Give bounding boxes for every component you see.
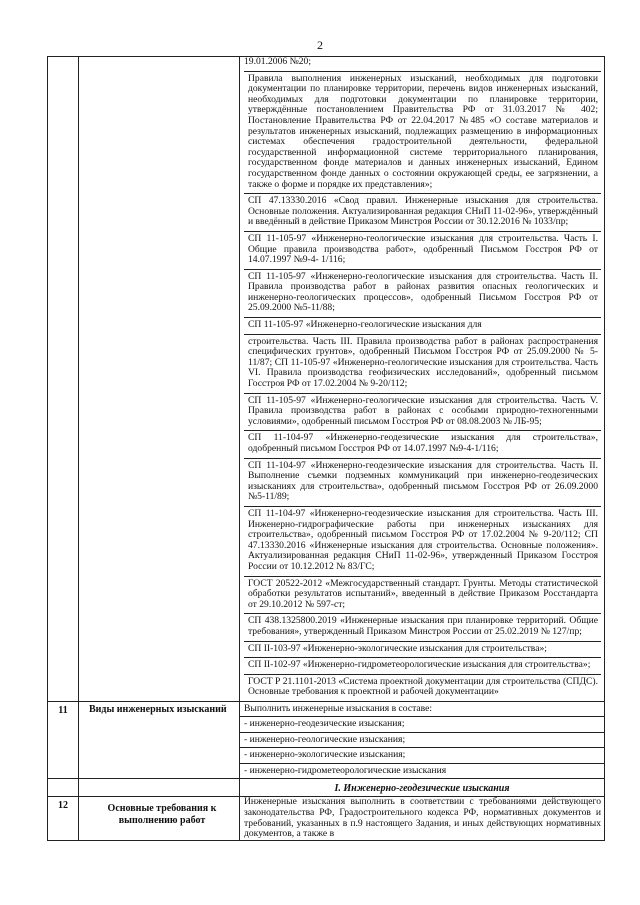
regulation-item: СП 11-104-97 «Инженерно-геодезические изыскания для строительства», одобренный письмом Госстроя РФ от 14.07.1997 №9-4-1/116; xyxy=(244,430,601,454)
section-label-cell xyxy=(79,779,240,797)
regulation-item: СП II-102-97 «Инженерно-гидрометеорологические изыскания для строительства»; xyxy=(244,657,601,671)
table-row-12 xyxy=(48,797,605,840)
regulation-item: СП 438.1325800.2019 «Инженерные изыскания при планировке территорий. Общие требования», утвержденный Приказом Минстроя России от 25.02.2019 № 127/пр; xyxy=(244,613,601,637)
table-row-regulations xyxy=(48,57,605,702)
regulation-item: СП 11-105-97 «Инженерно-геологические изыскания для xyxy=(244,317,601,331)
regulation-item: СП 11-105-97 «Инженерно-геологические изыскания для строительства. Часть II. Правила производства работ в районах развития опасных геологических и инженерно-геологических процессов», одобренный Письмом Госстроя РФ от 25.09.2000 №5-11/88; xyxy=(244,269,601,314)
list-item: - инженерно-гидрометеорологические изыскания xyxy=(244,764,447,776)
regulation-item: ГОСТ 20522-2012 «Межгосударственный стандарт. Грунты. Методы статистической обработки результатов испытаний», введенный в действие Приказом Росстандарта от 29.10.2012 № 597-ст; xyxy=(244,576,601,611)
requirements-text: Инженерные изыскания выполнить в соответствии с требованиями действующего законодательства РФ, Градостроительного кодекса РФ, нормативных документов и требований, указанных в п.9 настоящего Задания, и иных действующих нормативных документов, а также в xyxy=(244,796,601,840)
regulation-item: СП II-103-97 «Инженерно-экологические изыскания для строительства»; xyxy=(244,641,601,655)
regulation-item: СП 11-104-97 «Инженерно-геодезические изыскания для строительства. Часть II. Выполнение съемки подземных коммуникаций при инженерно-геодезических изысканиях для строительства», одобренный письмом Госстроя РФ от 26.09.2000 №5-11/89; xyxy=(244,458,601,503)
section-number-cell xyxy=(48,779,79,797)
row-label: Основные требования к выполнению работ xyxy=(79,797,240,840)
survey-types-list xyxy=(240,701,605,779)
row-number: 12 xyxy=(48,797,79,840)
regulation-item: СП 11-104-97 «Инженерно-геодезические изыскания для строительства. Часть III. Инженерно-гидрографические работы при инженерных изысканиях для строительства», одобренный письмом Госстроя РФ от 17.02.2004 № 9-20/112; СП 47.13330.2016 «Инженерные изыскания для строительства. Основные положения». Актуализированная редакция СНиП 11-02-96», утвержденный Приказом Госстроя России от 10.12.2012 № 83/ГС; xyxy=(244,506,601,573)
row-label: Виды инженерных изысканий xyxy=(79,701,240,779)
regulation-item: СП 11-105-97 «Инженерно-геологические изыскания для строительства. Часть V. Правила производства работ в районах с особыми природно-техногенными условиями», одобренный письмом Госстроя РФ от 08.08.2003 № ЛБ-95; xyxy=(244,393,601,428)
list-item: - инженерно-геологические изыскания; xyxy=(240,733,604,749)
section-title: I. Инженерно-геодезические изыскания xyxy=(240,779,605,797)
requirements-table xyxy=(47,56,605,841)
table-row-11 xyxy=(48,701,605,779)
list-item: - инженерно-геодезические изыскания; xyxy=(240,717,604,733)
list-item: - инженерно-экологические изыскания; xyxy=(240,748,604,764)
section-header-row xyxy=(48,779,605,797)
regulation-item: СП 47.13330.2016 «Свод правил. Инженерные изыскания для строительства. Основные положения. Актуализированная редакция СНиП 11-02-96», утверждённый и введённый в действие Приказом Минстроя России от 30.12.2016 № 1033/пр; xyxy=(244,193,601,228)
regulation-item: Правила выполнения инженерных изысканий, необходимых для подготовки документации по планировке территории, перечень видов инженерных изысканий, необходимых для подготовки документации по планировке территории, утверждённые постановлением Правительства РФ от 31.03.2017 № 402; Постановление Правительства РФ от 22.04.2017 №485 «О составе материалов и результатов инженерных изысканий, подлежащих размещению в информационных системах обеспечения градостроительной деятельности, федеральной государственной информационной системе территориального планирования, государственном фонде материалов и данных инженерных изысканий, Едином государственном фонде данных о состоянии окружающей среды, ее загрязнении, а также о форме и порядке их представления»; xyxy=(244,71,601,191)
row-number-cell xyxy=(48,57,79,702)
regulation-item: ГОСТ Р 21.1101-2013 «Система проектной документации для строительства (СПДС). Основные требования к проектной и рабочей документации» xyxy=(244,674,601,698)
row-label-cell xyxy=(79,57,240,702)
regulation-item: строительства. Часть III. Правила производства работ в районах распространения специфических грунтов», одобренный Письмом Госстроя РФ от 25.09.2000 № 5-11/87; СП 11-105-97 «Инженерно-геологические изыскания для строительства. Часть VI. Правила производства геофизических исследований», одобренный письмом Госстроя РФ от 17.02.2004 № 9-20/112; xyxy=(244,334,601,390)
regulations-list xyxy=(240,57,605,702)
list-intro: Выполнить инженерные изыскания в составе: xyxy=(240,702,604,718)
row-number: 11 xyxy=(48,701,79,779)
regulation-item: 19.01.2006 №20; xyxy=(244,56,311,67)
regulation-item: СП 11-105-97 «Инженерно-геологические изыскания для строительства. Часть I. Общие правила производства работ», одобренный Письмом Госстроя РФ от 14.07.1997 №9-4- 1/116; xyxy=(244,231,601,266)
page-number: 2 xyxy=(317,38,323,52)
requirements-text-cell xyxy=(240,797,605,840)
